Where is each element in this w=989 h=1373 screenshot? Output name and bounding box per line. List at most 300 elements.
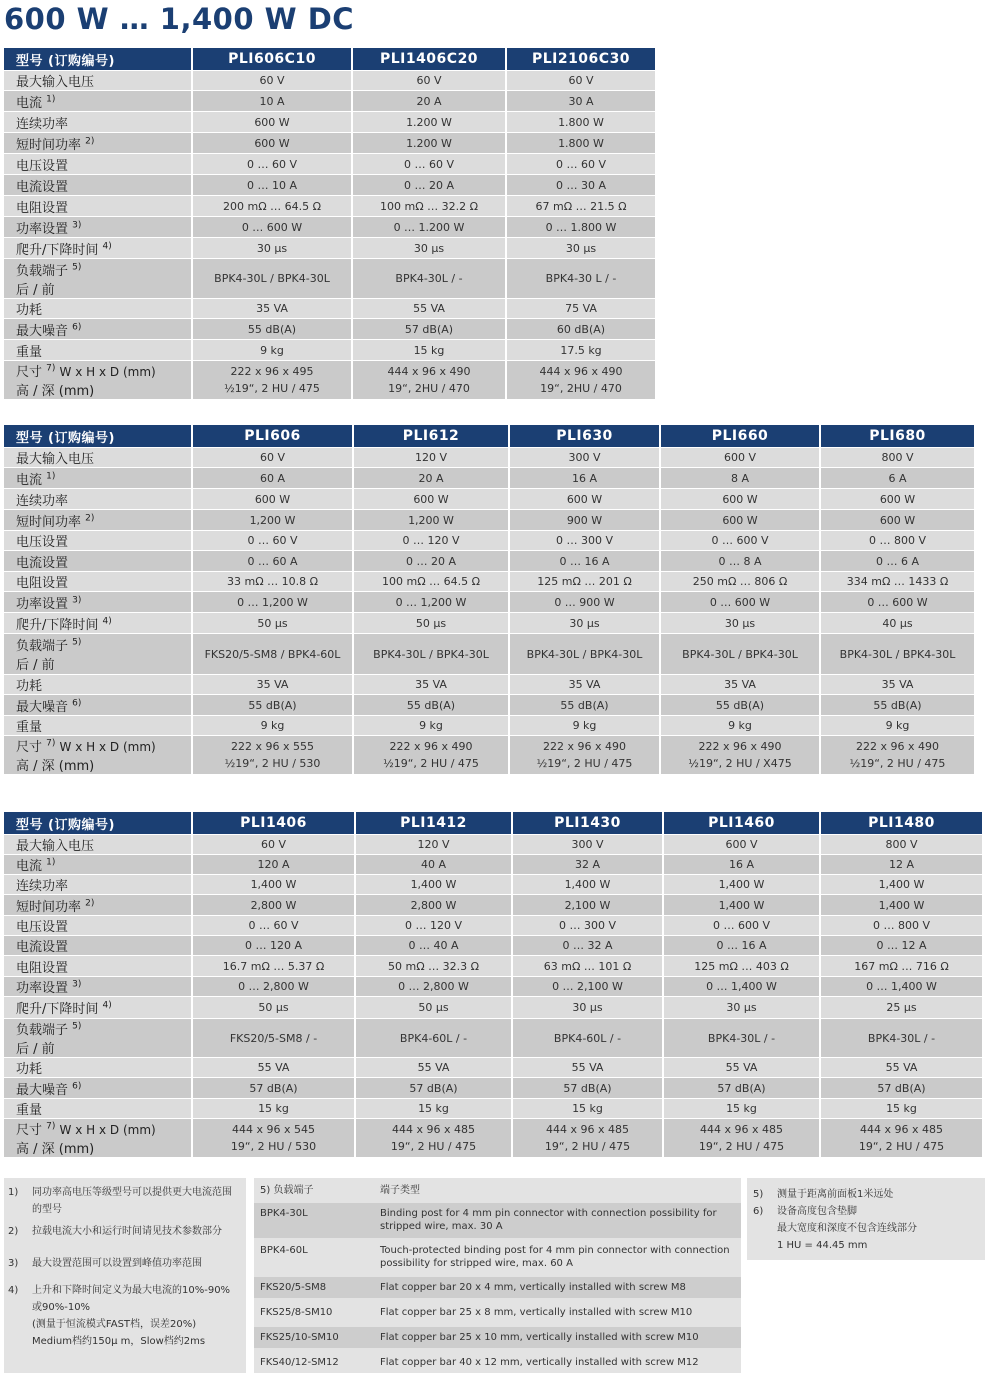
- row-label-text: 功耗: [16, 1062, 43, 1077]
- spec-value: 125 mΩ … 403 Ω: [662, 955, 819, 976]
- row-label-text: 连续功率: [16, 879, 69, 894]
- row-label-text: 重量: [16, 720, 43, 735]
- spec-value: BPK4-60L / -: [354, 1018, 511, 1057]
- spec-value: 60 V: [191, 447, 352, 467]
- spec-value: 55 dB(A): [352, 694, 508, 715]
- spec-value: 0 … 20 A: [352, 550, 508, 571]
- row-label: [4, 612, 191, 633]
- spec-value: 57 dB(A): [662, 1077, 819, 1098]
- row-label-text: 功率设置: [16, 981, 69, 996]
- model-name: PLI680: [819, 425, 974, 447]
- row-label-text: 连续功率: [16, 116, 69, 132]
- spec-value: 0 … 600 V: [659, 530, 819, 550]
- row-label-text: 负载端子: [16, 263, 69, 279]
- spec-row: [4, 258, 655, 298]
- spec-value: 15 kg: [662, 1098, 819, 1118]
- spec-value: 16 A: [662, 854, 819, 874]
- spec-value: 10 A: [191, 90, 351, 111]
- footnotes-right: 5) 测量于距离前面板1米远处 6) 设备高度包含垫脚 最大宽度和深度不包含连线部分 1 HU = 44.45 mm: [747, 1178, 985, 1260]
- spec-value: 55 dB(A): [508, 694, 659, 715]
- spec-value: 0 … 6 A: [819, 550, 974, 571]
- spec-value: BPK4-30L / -: [819, 1018, 982, 1057]
- spec-value-line: ½19“, 2 HU / 530: [224, 757, 321, 770]
- spec-row: [4, 694, 974, 715]
- spec-value: 15 kg: [511, 1098, 662, 1118]
- spec-row: [4, 894, 982, 915]
- row-label-text: 功耗: [16, 303, 43, 318]
- spec-value: 0 … 600 V: [662, 915, 819, 935]
- row-label: [4, 318, 191, 339]
- model-name: PLI1480: [819, 812, 982, 834]
- spec-value: 1,400 W: [662, 874, 819, 894]
- spec-value: 0 … 1,200 W: [191, 591, 352, 612]
- spec-value: 100 mΩ … 32.2 Ω: [351, 195, 505, 216]
- footnote-ref: 6): [72, 1081, 82, 1092]
- spec-value: 55 VA: [662, 1057, 819, 1077]
- model-name: PLI630: [508, 425, 659, 447]
- spec-value: 8 A: [659, 467, 819, 488]
- row-label-text: 负载端子: [16, 639, 69, 654]
- spec-value: 55 VA: [511, 1057, 662, 1077]
- model-name: PLI1406C20: [351, 48, 505, 70]
- spec-row: [4, 955, 982, 976]
- row-label: [4, 258, 191, 298]
- spec-value: 2,800 W: [191, 894, 354, 915]
- spec-value: [508, 735, 659, 774]
- row-label: [4, 715, 191, 735]
- spec-value: BPK4-30L / BPK4-30L: [819, 633, 974, 674]
- row-label-line2: 后 / 前: [16, 282, 55, 298]
- row-label: [4, 509, 191, 530]
- spec-value: 9 kg: [819, 715, 974, 735]
- row-label: [4, 1018, 191, 1057]
- model-name: PLI606: [191, 425, 352, 447]
- spec-value: 55 dB(A): [819, 694, 974, 715]
- spec-value: 0 … 60 A: [191, 550, 352, 571]
- spec-row: [4, 1118, 982, 1157]
- row-label-text: 电压设置: [16, 158, 69, 174]
- spec-value-line: 444 x 96 x 485: [860, 1123, 943, 1136]
- spec-value: 0 … 60 V: [191, 530, 352, 550]
- spec-value: FKS20/5-SM8 / -: [191, 1018, 354, 1057]
- spec-row: [4, 360, 655, 399]
- spec-value: 35 VA: [352, 674, 508, 694]
- spec-value: 60 A: [191, 467, 352, 488]
- footnote-ref: 7): [46, 738, 56, 749]
- spec-row: [4, 467, 974, 488]
- spec-value: 0 … 800 V: [819, 530, 974, 550]
- spec-value: 120 V: [354, 834, 511, 854]
- row-label-line2: 后 / 前: [16, 658, 55, 673]
- footnote-ref: 2): [85, 136, 95, 147]
- spec-value: 200 mΩ … 64.5 Ω: [191, 195, 351, 216]
- spec-value: 300 V: [511, 834, 662, 854]
- spec-value: 35 VA: [819, 674, 974, 694]
- spec-value-line: 444 x 96 x 485: [546, 1123, 629, 1136]
- terminal-description: Flat copper bar 20 x 4 mm, vertically installed with screw M8: [380, 1282, 686, 1293]
- spec-value: 15 kg: [354, 1098, 511, 1118]
- footnote-ref: 4): [102, 1000, 112, 1011]
- spec-value: 1.800 W: [505, 132, 655, 153]
- terminal-row: [254, 1302, 741, 1323]
- spec-value: 0 … 600 W: [659, 591, 819, 612]
- spec-value: 125 mΩ … 201 Ω: [508, 571, 659, 591]
- spec-value: 1,200 W: [191, 509, 352, 530]
- row-label: [4, 1098, 191, 1118]
- terminal-description: Flat copper bar 25 x 10 mm, vertically installed with screw M10: [380, 1332, 699, 1343]
- spec-value: 1,400 W: [191, 874, 354, 894]
- row-label-text: 连续功率: [16, 493, 69, 509]
- spec-value-line: 444 x 96 x 490: [539, 365, 623, 378]
- spec-value: 30 µs: [662, 996, 819, 1018]
- spec-value: 35 VA: [191, 298, 351, 318]
- spec-value: 20 A: [351, 90, 505, 111]
- row-label-line2: 后 / 前: [16, 1042, 55, 1057]
- spec-value: 35 VA: [508, 674, 659, 694]
- footnote-ref: 5): [72, 262, 82, 273]
- spec-row: [4, 612, 974, 633]
- spec-value: 60 V: [505, 70, 655, 90]
- row-label-text: 最大噪音: [16, 323, 69, 339]
- spec-value: [819, 735, 974, 774]
- spec-table-2: [4, 425, 974, 774]
- model-header-label: 型号 (订购编号): [4, 812, 191, 834]
- spec-value: 16.7 mΩ … 5.37 Ω: [191, 955, 354, 976]
- spec-value: 35 VA: [191, 674, 352, 694]
- row-label-line2: 高 / 深 (mm): [16, 759, 95, 774]
- footnote-ref: 1): [46, 471, 56, 482]
- spec-value: [354, 1118, 511, 1157]
- row-label: [4, 854, 191, 874]
- spec-value: 600 W: [659, 488, 819, 509]
- terminal-row: [254, 1277, 741, 1298]
- spec-value-line: 19“, 2HU / 470: [388, 382, 470, 395]
- spec-value: 120 V: [352, 447, 508, 467]
- row-label-text: 尺寸: [16, 740, 43, 755]
- footnote-ref: 3): [72, 979, 82, 990]
- footnote-ref: 1): [46, 857, 56, 868]
- spec-value-line: 222 x 96 x 495: [230, 365, 314, 378]
- row-label-text: 电阻设置: [16, 960, 69, 976]
- spec-value: 30 µs: [508, 612, 659, 633]
- row-label: [4, 633, 191, 674]
- row-label-text: 短时间功率: [16, 514, 82, 530]
- spec-value: 800 V: [819, 834, 982, 854]
- spec-value: 0 … 120 V: [352, 530, 508, 550]
- spec-value-line: 222 x 96 x 490: [543, 740, 626, 753]
- spec-value-line: ½19“, 2 HU / 475: [383, 757, 479, 770]
- spec-value: BPK4-30L / BPK4-30L: [508, 633, 659, 674]
- row-label-text: 短时间功率: [16, 137, 82, 153]
- spec-value-line: 19“, 2 HU / 475: [858, 1140, 945, 1153]
- spec-value: 25 µs: [819, 996, 982, 1018]
- spec-value: 63 mΩ … 101 Ω: [511, 955, 662, 976]
- spec-value: 57 dB(A): [191, 1077, 354, 1098]
- spec-value: 55 VA: [351, 298, 505, 318]
- spec-value: 50 mΩ … 32.3 Ω: [354, 955, 511, 976]
- row-label: [4, 894, 191, 915]
- terminal-description: Touch-protected binding post for 4 mm pin connector with connection possibility for stripped wire, max. 60 A: [380, 1245, 730, 1269]
- spec-value: 1,400 W: [511, 874, 662, 894]
- model-name: PLI660: [659, 425, 819, 447]
- spec-value: 30 µs: [191, 237, 351, 258]
- spec-row: [4, 339, 655, 360]
- spec-value: [191, 360, 351, 399]
- spec-row: [4, 530, 974, 550]
- spec-value: 0 … 16 A: [662, 935, 819, 955]
- spec-value: [819, 1118, 982, 1157]
- spec-value: 0 … 300 V: [511, 915, 662, 935]
- spec-value: [662, 1118, 819, 1157]
- footnote-ref: 6): [72, 698, 82, 709]
- row-label: [4, 90, 191, 111]
- spec-value: 30 µs: [351, 237, 505, 258]
- terminal-table: [254, 1178, 741, 1373]
- row-label: [4, 132, 191, 153]
- spec-value: 15 kg: [191, 1098, 354, 1118]
- spec-value: 40 A: [354, 854, 511, 874]
- terminal-description: Flat copper bar 40 x 12 mm, vertically installed with screw M12: [380, 1357, 699, 1368]
- terminal-row: [254, 1327, 741, 1348]
- spec-value-line: ½19“, 2 HU / 475: [536, 757, 633, 770]
- spec-value: 0 … 60 V: [191, 153, 351, 174]
- spec-value: 55 VA: [191, 1057, 354, 1077]
- spec-value: 15 kg: [351, 339, 505, 360]
- spec-row: [4, 1018, 982, 1057]
- spec-value-line: 222 x 96 x 490: [856, 740, 939, 753]
- row-label: [4, 674, 191, 694]
- row-label: [4, 360, 191, 399]
- row-label-text: 爬升/下降时间: [16, 1002, 99, 1017]
- row-label-text: 电压设置: [16, 920, 69, 935]
- spec-value-line: 19“, 2 HU / 475: [698, 1140, 785, 1153]
- row-label: [4, 70, 191, 90]
- row-label-text: 电阻设置: [16, 576, 69, 591]
- spec-value: 100 mΩ … 64.5 Ω: [352, 571, 508, 591]
- row-label-text: 电流: [16, 472, 43, 488]
- spec-row: [4, 216, 655, 237]
- spec-value: 600 W: [191, 132, 351, 153]
- spec-row: [4, 874, 982, 894]
- row-label: [4, 1077, 191, 1098]
- spec-row: [4, 237, 655, 258]
- spec-value: 900 W: [508, 509, 659, 530]
- row-label-text: 最大噪音: [16, 699, 69, 715]
- spec-row: [4, 571, 974, 591]
- footnote-ref: 5): [72, 1021, 82, 1032]
- spec-row: [4, 447, 974, 467]
- spec-value: FKS20/5-SM8 / BPK4-60L: [191, 633, 352, 674]
- model-header-label: 型号 (订购编号): [4, 48, 191, 70]
- spec-row: [4, 111, 655, 132]
- model-name: PLI1406: [191, 812, 354, 834]
- spec-row: [4, 70, 655, 90]
- row-label: [4, 111, 191, 132]
- terminal-row: [254, 1240, 741, 1275]
- spec-value: 60 dB(A): [505, 318, 655, 339]
- spec-value: 33 mΩ … 10.8 Ω: [191, 571, 352, 591]
- page-title: 600 W … 1,400 W DC: [4, 2, 355, 36]
- row-label-text: 电流: [16, 95, 43, 111]
- spec-value: 0 … 900 W: [508, 591, 659, 612]
- terminal-description: Binding post for 4 mm pin connector with connection possibility for stripped wire, max. 30 A: [380, 1208, 717, 1232]
- spec-value: 17.5 kg: [505, 339, 655, 360]
- spec-value-line: 222 x 96 x 490: [389, 740, 473, 753]
- row-label: [4, 1057, 191, 1077]
- spec-row: [4, 935, 982, 955]
- model-name: PLI1412: [354, 812, 511, 834]
- spec-value: 0 … 16 A: [508, 550, 659, 571]
- spec-value: 9 kg: [508, 715, 659, 735]
- footnote-ref: 7): [46, 363, 56, 374]
- model-name: PLI612: [352, 425, 508, 447]
- spec-value: 30 µs: [505, 237, 655, 258]
- spec-value: 57 dB(A): [351, 318, 505, 339]
- row-label: [4, 571, 191, 591]
- row-label: [4, 591, 191, 612]
- spec-value: 9 kg: [191, 715, 352, 735]
- spec-value: 75 VA: [505, 298, 655, 318]
- row-label-units: W x H x D (mm): [59, 740, 156, 754]
- spec-row: [4, 674, 974, 694]
- spec-value: 15 kg: [819, 1098, 982, 1118]
- model-name: PLI1460: [662, 812, 819, 834]
- row-label: [4, 216, 191, 237]
- spec-value: 0 … 1,200 W: [352, 591, 508, 612]
- model-name: PLI2106C30: [505, 48, 655, 70]
- row-label-text: 尺寸: [16, 365, 43, 380]
- spec-value: [659, 735, 819, 774]
- row-label-text: 最大输入电压: [16, 839, 95, 854]
- spec-value: 55 VA: [819, 1057, 982, 1077]
- spec-row: [4, 735, 974, 774]
- row-label: [4, 550, 191, 571]
- spec-row: [4, 834, 982, 854]
- footnote-ref: 2): [85, 513, 95, 524]
- terminal-row: [254, 1203, 741, 1238]
- spec-value-line: ½19“, 2 HU / 475: [224, 382, 320, 395]
- spec-row: [4, 132, 655, 153]
- spec-value: 30 µs: [511, 996, 662, 1018]
- spec-value: 50 µs: [191, 996, 354, 1018]
- spec-value: 334 mΩ … 1433 Ω: [819, 571, 974, 591]
- spec-value: BPK4-30L / BPK4-30L: [659, 633, 819, 674]
- row-label: [4, 298, 191, 318]
- spec-value: 67 mΩ … 21.5 Ω: [505, 195, 655, 216]
- spec-value: BPK4-30L / -: [662, 1018, 819, 1057]
- spec-value: 0 … 30 A: [505, 174, 655, 195]
- spec-value: 1.200 W: [351, 111, 505, 132]
- spec-value: 55 dB(A): [191, 694, 352, 715]
- spec-value: 0 … 800 V: [819, 915, 982, 935]
- spec-row: [4, 976, 982, 996]
- footnote-ref: 7): [46, 1121, 56, 1132]
- footnote-ref: 3): [72, 220, 82, 231]
- spec-value: 0 … 2,100 W: [511, 976, 662, 996]
- model-name: PLI1430: [511, 812, 662, 834]
- spec-value: 167 mΩ … 716 Ω: [819, 955, 982, 976]
- row-label-text: 电阻设置: [16, 200, 69, 216]
- spec-value: 60 V: [191, 70, 351, 90]
- spec-value: [511, 1118, 662, 1157]
- spec-value: 12 A: [819, 854, 982, 874]
- spec-row: [4, 1098, 982, 1118]
- row-label: [4, 195, 191, 216]
- spec-value-line: ½19“, 2 HU / X475: [688, 757, 792, 770]
- row-label-text: 功率设置: [16, 596, 69, 612]
- spec-value: 0 … 600 W: [819, 591, 974, 612]
- row-label-text: 最大噪音: [16, 1082, 69, 1098]
- spec-value: 57 dB(A): [511, 1077, 662, 1098]
- spec-value: 600 W: [191, 111, 351, 132]
- spec-value: BPK4-60L / -: [511, 1018, 662, 1057]
- spec-value: 57 dB(A): [354, 1077, 511, 1098]
- spec-value: 50 µs: [352, 612, 508, 633]
- spec-value: 800 V: [819, 447, 974, 467]
- spec-row: [4, 854, 982, 874]
- spec-value: 0 … 1.200 W: [351, 216, 505, 237]
- spec-value: 50 µs: [191, 612, 352, 633]
- spec-row: [4, 1057, 982, 1077]
- row-label-units: W x H x D (mm): [59, 1123, 156, 1137]
- spec-value: 16 A: [508, 467, 659, 488]
- model-name: PLI606C10: [191, 48, 351, 70]
- header-row: [4, 425, 974, 447]
- spec-value-line: 222 x 96 x 555: [231, 740, 314, 753]
- row-label: [4, 153, 191, 174]
- spec-value-line: 444 x 96 x 545: [232, 1123, 315, 1136]
- spec-value: 0 … 60 V: [191, 915, 354, 935]
- row-label-text: 短时间功率: [16, 899, 82, 915]
- row-label-text: 功率设置: [16, 221, 69, 237]
- spec-value: 2,800 W: [354, 894, 511, 915]
- spec-value: 1,400 W: [354, 874, 511, 894]
- spec-value: 30 A: [505, 90, 655, 111]
- row-label: [4, 467, 191, 488]
- row-label-text: 重量: [16, 344, 43, 360]
- spec-row: [4, 153, 655, 174]
- spec-value-line: ½19“, 2 HU / 475: [849, 757, 946, 770]
- spec-value-line: 19“, 2HU / 470: [540, 382, 622, 395]
- footnote-ref: 4): [102, 241, 112, 252]
- row-label: [4, 174, 191, 195]
- row-label-text: 电流设置: [16, 179, 69, 195]
- spec-value: 0 … 1,400 W: [662, 976, 819, 996]
- spec-row: [4, 174, 655, 195]
- spec-value: 0 … 10 A: [191, 174, 351, 195]
- spec-row: [4, 715, 974, 735]
- terminal-description: Flat copper bar 25 x 8 mm, vertically installed with screw M10: [380, 1307, 693, 1318]
- terminal-table-header: 5) 负载端子 端子类型: [260, 1185, 420, 1196]
- footnote-ref: 6): [72, 322, 82, 333]
- spec-value: 0 … 20 A: [351, 174, 505, 195]
- spec-value: 600 V: [659, 447, 819, 467]
- terminal-code: FKS20/5-SM8: [260, 1282, 327, 1293]
- spec-value: 35 VA: [659, 674, 819, 694]
- spec-value: 60 V: [351, 70, 505, 90]
- spec-value: BPK4-30L / -: [351, 258, 505, 298]
- footnote-ref: 3): [72, 595, 82, 606]
- spec-value-line: 19“, 2 HU / 475: [390, 1140, 477, 1153]
- spec-value: 0 … 8 A: [659, 550, 819, 571]
- row-label-text: 电流设置: [16, 940, 69, 955]
- spec-row: [4, 996, 982, 1018]
- spec-value: 9 kg: [352, 715, 508, 735]
- row-label: [4, 488, 191, 509]
- row-label: [4, 874, 191, 894]
- spec-value: 57 dB(A): [819, 1077, 982, 1098]
- row-label-text: 电流设置: [16, 555, 69, 571]
